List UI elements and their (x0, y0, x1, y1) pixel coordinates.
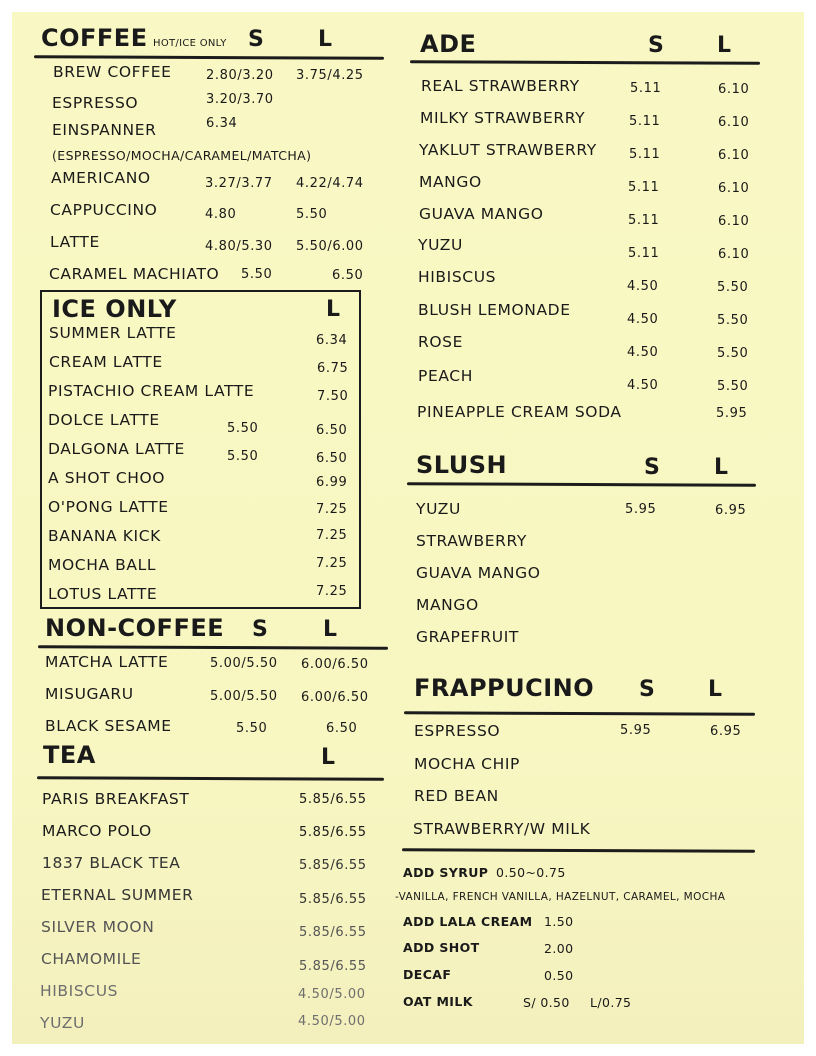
slush-item-price-l: 6.95 (715, 503, 747, 518)
slush-item-name: MANGO (416, 596, 479, 614)
frappucino-col-l: L (708, 677, 723, 702)
ade-item-price-l: 5.50 (717, 346, 749, 361)
ice-item-price-l: 7.25 (316, 528, 348, 543)
coffee-item-price-l: 6.50 (332, 268, 364, 283)
non-coffee-item-price-s: 5.50 (236, 721, 268, 736)
coffee-item-price-s: 3.27/3.77 (205, 176, 273, 191)
ade-title: ADE (420, 30, 477, 58)
slush-title: SLUSH (416, 451, 508, 479)
ade-item-name: BLUSH LEMONADE (418, 301, 571, 319)
ade-item-name: ROSE (418, 333, 464, 351)
add-lala-cream-price: 1.50 (544, 914, 574, 929)
ice-item-price-l: 7.25 (316, 584, 348, 599)
add-shot-price: 2.00 (544, 941, 574, 956)
ice-item-price-s: 5.50 (227, 421, 259, 436)
non-coffee-item-price-l: 6.00/6.50 (301, 690, 369, 705)
coffee-item-name: LATTE (50, 233, 100, 251)
non-coffee-col-s: S (252, 617, 268, 642)
coffee-col-s: S (248, 27, 264, 52)
slush-item-name: YUZU (416, 500, 461, 518)
non-coffee-item-name: BLACK SESAME (45, 717, 172, 735)
ade-col-l: L (717, 33, 732, 58)
tea-item-name: YUZU (40, 1014, 85, 1032)
ice-item-name: SUMMER LATTE (49, 324, 177, 342)
add-syrup-label: ADD SYRUP (403, 865, 489, 880)
ade-item-name: MANGO (419, 173, 482, 191)
tea-item-price-l: 5.85/6.55 (299, 925, 367, 940)
non-coffee-title: NON-COFFEE (45, 614, 225, 642)
ade-item-price-s: 5.11 (628, 246, 660, 261)
ade-item-price-l: 5.50 (717, 313, 749, 328)
tea-item-name: HIBISCUS (40, 982, 119, 1000)
frappucino-item-name: MOCHA CHIP (414, 755, 520, 773)
oat-milk-price-l: L/0.75 (590, 995, 632, 1010)
ade-item-price-l: 5.50 (717, 379, 749, 394)
ade-col-s: S (648, 33, 664, 58)
tea-item-price-l: 5.85/6.55 (299, 792, 367, 807)
ice-item-price-l: 6.99 (316, 475, 348, 490)
coffee-item-name: CARAMEL MACHIATO (49, 265, 220, 283)
ade-item-price-s: 4.50 (627, 279, 659, 294)
frappucino-item-name: RED BEAN (414, 787, 499, 805)
ade-item-name: YUZU (418, 236, 463, 254)
add-syrup-price: 0.50~0.75 (496, 865, 566, 880)
tea-item-price-l: 4.50/5.00 (298, 987, 366, 1002)
ice-item-name: LOTUS LATTE (48, 585, 158, 603)
ice-item-name: DALGONA LATTE (48, 440, 185, 458)
slush-item-name: GUAVA MANGO (416, 564, 541, 582)
non-coffee-item-name: MATCHA LATTE (45, 653, 169, 671)
slush-col-s: S (644, 455, 660, 480)
frappucino-item-name: ESPRESSO (414, 722, 501, 740)
ade-item-price-l: 5.95 (716, 406, 748, 421)
ade-item-name: HIBISCUS (418, 268, 497, 286)
non-coffee-item-price-l: 6.50 (326, 721, 358, 736)
non-coffee-item-price-s: 5.00/5.50 (210, 689, 278, 704)
tea-item-price-l: 4.50/5.00 (298, 1014, 366, 1029)
coffee-item-name: ESPRESSO (52, 94, 139, 112)
coffee-title: COFFEE (41, 24, 148, 52)
coffee-item-price-s: 4.80/5.30 (205, 239, 273, 254)
ade-item-price-l: 6.10 (718, 214, 750, 229)
tea-item-name: CHAMOMILE (41, 950, 142, 968)
coffee-item-price-l: 4.22/4.74 (296, 176, 364, 191)
ade-item-name: MILKY STRAWBERRY (420, 109, 586, 127)
non-coffee-item-name: MISUGARU (45, 685, 134, 703)
ice-item-name: DOLCE LATTE (48, 411, 160, 429)
ade-item-price-s: 4.50 (627, 312, 659, 327)
coffee-col-l: L (318, 27, 333, 52)
tea-item-price-l: 5.85/6.55 (299, 892, 367, 907)
ice-item-name: O'PONG LATTE (48, 498, 169, 516)
slush-item-name: STRAWBERRY (416, 532, 527, 550)
coffee-item-name: EINSPANNER (52, 121, 157, 139)
ice-item-name: MOCHA BALL (48, 556, 157, 574)
ade-item-price-l: 6.10 (718, 148, 750, 163)
coffee-item-price-s: 2.80/3.20 (206, 68, 274, 83)
tea-item-price-l: 5.85/6.55 (299, 858, 367, 873)
frappucino-item-price-s: 5.95 (620, 723, 652, 738)
non-coffee-item-price-s: 5.00/5.50 (210, 656, 278, 671)
ice-item-name: A SHOT CHOO (48, 469, 166, 487)
ade-item-price-s: 4.50 (627, 345, 659, 360)
ade-item-price-l: 6.10 (718, 82, 750, 97)
ade-item-price-l: 6.10 (718, 247, 750, 262)
ice-item-price-l: 6.34 (316, 333, 348, 348)
ice-only-title: ICE ONLY (52, 295, 177, 323)
ade-item-name: PEACH (418, 367, 473, 385)
ade-item-price-s: 5.11 (629, 147, 661, 162)
frappucino-item-price-l: 6.95 (710, 724, 742, 739)
coffee-item-price-s: 4.80 (205, 207, 237, 222)
ade-item-name: PINEAPPLE CREAM SODA (417, 403, 622, 421)
ice-item-name: PISTACHIO CREAM LATTE (48, 382, 255, 400)
coffee-item-name: AMERICANO (51, 169, 151, 187)
ade-item-price-l: 6.10 (718, 115, 750, 130)
ade-item-name: REAL STRAWBERRY (421, 77, 580, 95)
frappucino-item-name: STRAWBERRY/W MILK (413, 820, 591, 838)
ice-item-price-l: 6.75 (317, 361, 349, 376)
ice-item-price-l: 7.25 (316, 556, 348, 571)
ice-item-price-l: 7.25 (316, 502, 348, 517)
add-lala-cream-label: ADD LALA CREAM (403, 914, 533, 929)
ice-item-price-l: 7.50 (317, 389, 349, 404)
slush-item-price-s: 5.95 (625, 502, 657, 517)
frappucino-col-s: S (639, 677, 655, 702)
tea-item-name: MARCO POLO (42, 822, 152, 840)
tea-item-name: 1837 BLACK TEA (42, 854, 181, 872)
einspanner-note: (ESPRESSO/MOCHA/CARAMEL/MATCHA) (52, 148, 312, 163)
tea-item-price-l: 5.85/6.55 (299, 959, 367, 974)
coffee-item-name: BREW COFFEE (53, 63, 172, 81)
coffee-item-price-s: 3.20/3.70 (206, 92, 274, 107)
decaf-price: 0.50 (544, 968, 574, 983)
slush-item-name: GRAPEFRUIT (416, 628, 519, 646)
coffee-item-name: CAPPUCCINO (50, 201, 158, 219)
ade-item-price-s: 4.50 (627, 378, 659, 393)
ade-item-price-l: 6.10 (718, 181, 750, 196)
coffee-item-price-l: 5.50/6.00 (296, 239, 364, 254)
ice-item-name: BANANA KICK (48, 527, 161, 545)
tea-item-name: ETERNAL SUMMER (41, 886, 194, 904)
ade-item-name: GUAVA MANGO (419, 205, 544, 223)
coffee-hot-ice-note: HOT/ICE ONLY (153, 38, 227, 49)
ade-item-price-s: 5.11 (629, 114, 661, 129)
tea-item-name: SILVER MOON (41, 918, 155, 936)
coffee-item-price-s: 5.50 (241, 267, 273, 282)
ice-item-name: CREAM LATTE (49, 353, 163, 371)
coffee-item-price-l: 5.50 (296, 207, 328, 222)
slush-col-l: L (714, 455, 729, 480)
tea-item-price-l: 5.85/6.55 (299, 825, 367, 840)
ice-item-price-l: 6.50 (316, 451, 348, 466)
add-shot-label: ADD SHOT (403, 940, 480, 955)
ice-item-price-s: 5.50 (227, 449, 259, 464)
tea-title: TEA (43, 741, 96, 769)
non-coffee-col-l: L (323, 617, 338, 642)
ade-item-price-s: 5.11 (628, 213, 660, 228)
ade-item-name: YAKLUT STRAWBERRY (419, 141, 597, 159)
coffee-item-price-l: 3.75/4.25 (296, 68, 364, 83)
ice-item-price-l: 6.50 (316, 423, 348, 438)
tea-col-l: L (321, 745, 336, 770)
non-coffee-item-price-l: 6.00/6.50 (301, 657, 369, 672)
ice-only-col-l: L (326, 297, 341, 322)
oat-milk-price-s: S/ 0.50 (523, 995, 570, 1010)
tea-item-name: PARIS BREAKFAST (42, 790, 190, 808)
coffee-item-price-s: 6.34 (206, 116, 238, 131)
ade-item-price-s: 5.11 (628, 180, 660, 195)
ade-item-price-s: 5.11 (630, 81, 662, 96)
ade-item-price-l: 5.50 (717, 280, 749, 295)
syrup-flavors: -VANILLA, FRENCH VANILLA, HAZELNUT, CARAMEL, MOCHA (395, 891, 726, 903)
oat-milk-label: OAT MILK (403, 994, 473, 1009)
decaf-label: DECAF (403, 967, 452, 982)
frappucino-title: FRAPPUCINO (414, 674, 595, 702)
